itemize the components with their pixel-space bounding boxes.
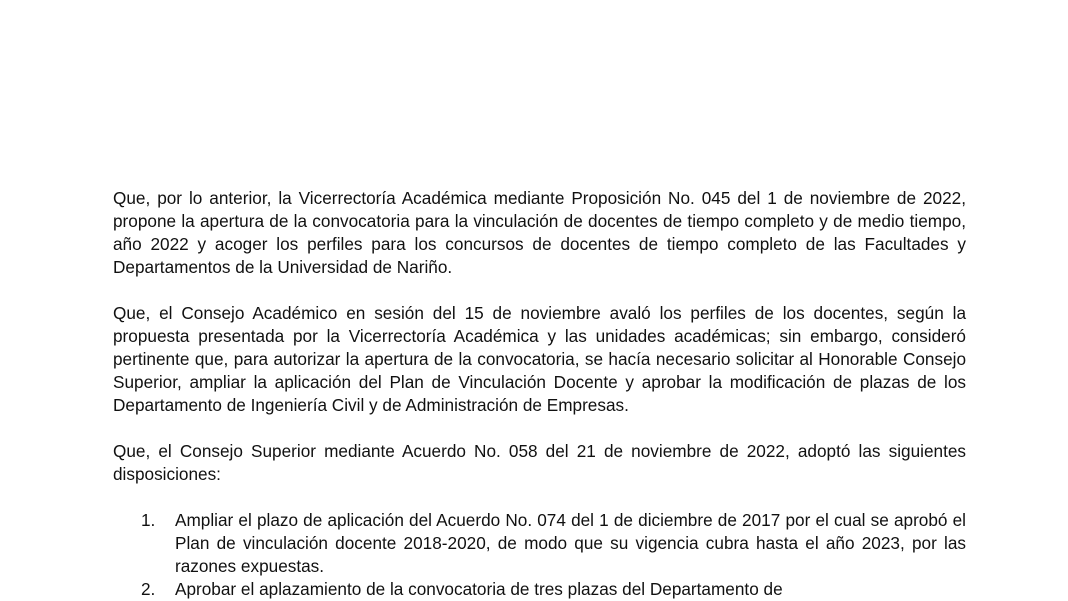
list-item [113, 578, 966, 601]
disposiciones-list [113, 509, 966, 601]
list-item-text: Aprobar el aplazamiento de la convocatoria de tres plazas del Departamento de [175, 579, 783, 599]
list-item-number: 2. [141, 579, 156, 599]
list-item-text: Ampliar el plazo de aplicación del Acuerdo No. 074 del 1 de diciembre de 2017 por el cual se aprobó el Plan de vinculación docente 2018-2020, de modo que su vigencia cubra hasta el año 2023, por las razones expuestas. [175, 510, 966, 576]
paragraph-vicerrectoria-proposicion: Que, por lo anterior, la Vicerrectoría Académica mediante Proposición No. 045 del 1 de noviembre de 2022, propone la apertura de la convocatoria para la vinculación de docentes de tiempo completo y de medio tiempo, año 2022 y acoger los perfiles para los concursos de docentes de tiempo completo de las Facultades y Departamentos de la Universidad de Nariño. [113, 188, 966, 277]
list-item-number: 1. [141, 510, 156, 530]
document-body [113, 187, 966, 601]
list-item [113, 509, 966, 578]
paragraph-consejo-academico: Que, el Consejo Académico en sesión del 15 de noviembre avaló los perfiles de los docentes, según la propuesta presentada por la Vicerrectoría Académica y las unidades académicas; sin embargo, consideró pertinente que, para autorizar la apertura de la convocatoria, se hacía necesario solicitar al Honorable Consejo Superior, ampliar la aplicación del Plan de Vinculación Docente y aprobar la modificación de plazas de los Departamento de Ingeniería Civil y de Administración de Empresas. [113, 303, 966, 415]
paragraph-consejo-superior: Que, el Consejo Superior mediante Acuerdo No. 058 del 21 de noviembre de 2022, adoptó las siguientes disposiciones: [113, 441, 966, 484]
